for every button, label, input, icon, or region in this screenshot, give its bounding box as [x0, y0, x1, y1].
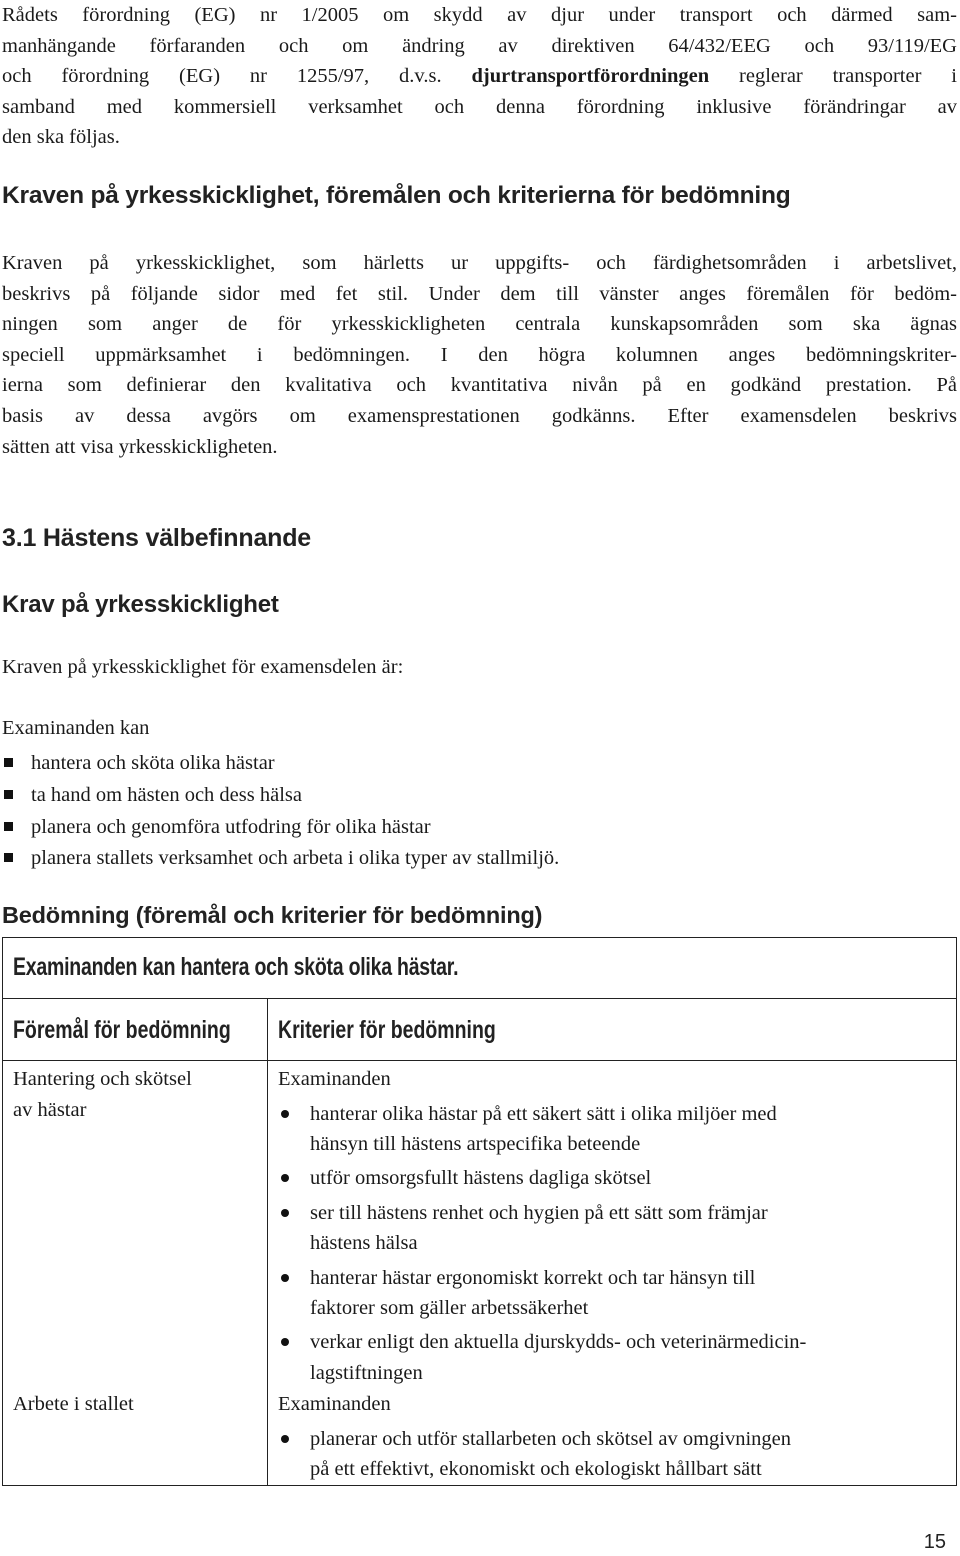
round-bullet-icon: [281, 1174, 289, 1182]
intro-line: manhängande förfaranden och om ändring av direktiven 64/432/EEG och 93/119/EG: [2, 34, 957, 57]
list-item: [278, 1198, 806, 1259]
intro-line-with-term: [2, 61, 957, 92]
criteria-lead: Examinanden: [278, 1393, 391, 1415]
intro-line-end: reglerar transporter i: [709, 65, 957, 88]
criteria-cell: [278, 1064, 806, 1388]
intro-line-start: och förordning (EG) nr 1255/97, d.v.s.: [2, 65, 472, 88]
criteria-text: utför omsorgsfullt hästens dagliga skötsel: [310, 1167, 652, 1190]
section-line: beskrivs på följande sidor med fet stil. Under dem till vänster anges föremålen för bedöm-: [2, 282, 957, 305]
list-item: [278, 1099, 806, 1160]
column-divider: [267, 998, 268, 1485]
intro-bold-term: djurtransportförordningen: [471, 65, 710, 88]
section-line: sätten att visa yrkesskickligheten.: [2, 435, 278, 458]
criteria-list: [278, 1424, 791, 1485]
page-number: 15: [923, 1531, 946, 1553]
list-item: [278, 1327, 806, 1388]
criteria-text: hänsyn till hästens artspecifika beteende: [310, 1132, 641, 1155]
criteria-text: på ett effektivt, ekonomiskt och ekologiskt hållbart sätt: [310, 1457, 762, 1480]
list-item-text: ta hand om hästen och dess hälsa: [31, 783, 302, 806]
section-paragraph: [2, 248, 957, 462]
list-item: [278, 1163, 806, 1193]
round-bullet-icon: [281, 1338, 289, 1346]
table-title: Examinanden kan hantera och sköta olika hästar.: [13, 953, 459, 981]
object-text: Hantering och skötsel: [13, 1068, 192, 1090]
criteria-cell: [278, 1389, 791, 1484]
section-line: Kraven på yrkesskicklighet, som härletts ur uppgifts- och färdighetsområden i arbetslivet,: [2, 252, 957, 274]
round-bullet-icon: [281, 1274, 289, 1282]
list-item-text: planera stallets verksamhet och arbeta i olika typer av stallmiljö.: [31, 847, 560, 870]
round-bullet-icon: [281, 1209, 289, 1217]
requirements-list: [2, 748, 559, 875]
assessment-table: [2, 937, 957, 1486]
requirements-intro: Kraven på yrkesskicklighet för examensdelen är:: [2, 656, 404, 678]
section-heading: Kraven på yrkesskicklighet, föremålen och kriterierna för bedömning: [2, 182, 791, 209]
criteria-list: [278, 1099, 806, 1389]
criteria-lead: Examinanden: [278, 1068, 391, 1090]
criteria-text: hanterar olika hästar på ett säkert sätt i olika miljöer med: [310, 1102, 777, 1125]
criteria-text: hästens hälsa: [310, 1232, 418, 1255]
subsection-heading: 3.1 Hästens välbefinnande: [2, 524, 312, 552]
list-item: [2, 748, 559, 780]
round-bullet-icon: [281, 1110, 289, 1118]
list-item: [278, 1424, 791, 1485]
list-item: [278, 1263, 806, 1324]
criteria-text: lagstiftningen: [310, 1361, 423, 1384]
header-separator: [3, 1060, 956, 1061]
object-text: Arbete i stallet: [13, 1393, 134, 1415]
intro-line: samband med kommersiell verksamhet och denna förordning inklusive förändringar av: [2, 95, 957, 118]
list-item: [2, 780, 559, 812]
intro-line: Rådets förordning (EG) nr 1/2005 om skydd av djur under transport och därmed sam-: [2, 4, 957, 26]
col-header-objects: Föremål för bedömning: [13, 1016, 231, 1044]
object-text: av hästar: [13, 1098, 87, 1121]
criteria-text: verkar enligt den aktuella djurskydds- och veterinärmedicin-: [310, 1331, 807, 1354]
square-bullet-icon: [4, 822, 13, 831]
section-line: basis av dessa avgörs om examensprestationen godkänns. Efter examensdelen beskrivs: [2, 404, 957, 427]
criteria-text: faktorer som gäller arbetssäkerhet: [310, 1296, 589, 1319]
intro-paragraph: [2, 0, 957, 153]
square-bullet-icon: [4, 790, 13, 799]
section-line: speciell uppmärksamhet i bedömningen. I den högra kolumnen anges bedömningskriter-: [2, 343, 957, 366]
list-item-text: planera och genomföra utfodring för olika hästar: [31, 815, 431, 838]
section-line: ierna som definierar den kvalitativa och kvantitativa nivån på en godkänd prestation. På: [2, 374, 957, 397]
list-item: [2, 812, 559, 844]
criteria-text: planerar och utför stallarbeten och skötsel av omgivningen: [310, 1427, 792, 1450]
section-line: ningen som anger de för yrkesskickligheten centrala kunskapsområden som ska ägnas: [2, 313, 957, 336]
assessment-heading: Bedömning (föremål och kriterier för bedömning): [2, 902, 543, 928]
object-cell: [13, 1389, 134, 1420]
table-title-row: [3, 938, 956, 999]
intro-line: den ska följas.: [2, 126, 120, 149]
object-cell: [13, 1064, 192, 1125]
square-bullet-icon: [4, 853, 13, 862]
examinee-can: Examinanden kan: [2, 717, 150, 739]
col-header-criteria: Kriterier för bedömning: [278, 1016, 496, 1044]
round-bullet-icon: [281, 1435, 289, 1443]
criteria-text: hanterar hästar ergonomiskt korrekt och tar hänsyn till: [310, 1266, 756, 1289]
list-item-text: hantera och sköta olika hästar: [31, 752, 275, 774]
criteria-text: ser till hästens renhet och hygien på ett sätt som främjar: [310, 1201, 768, 1224]
square-bullet-icon: [4, 758, 13, 767]
requirements-heading: Krav på yrkesskicklighet: [2, 591, 279, 618]
list-item: [2, 843, 559, 875]
